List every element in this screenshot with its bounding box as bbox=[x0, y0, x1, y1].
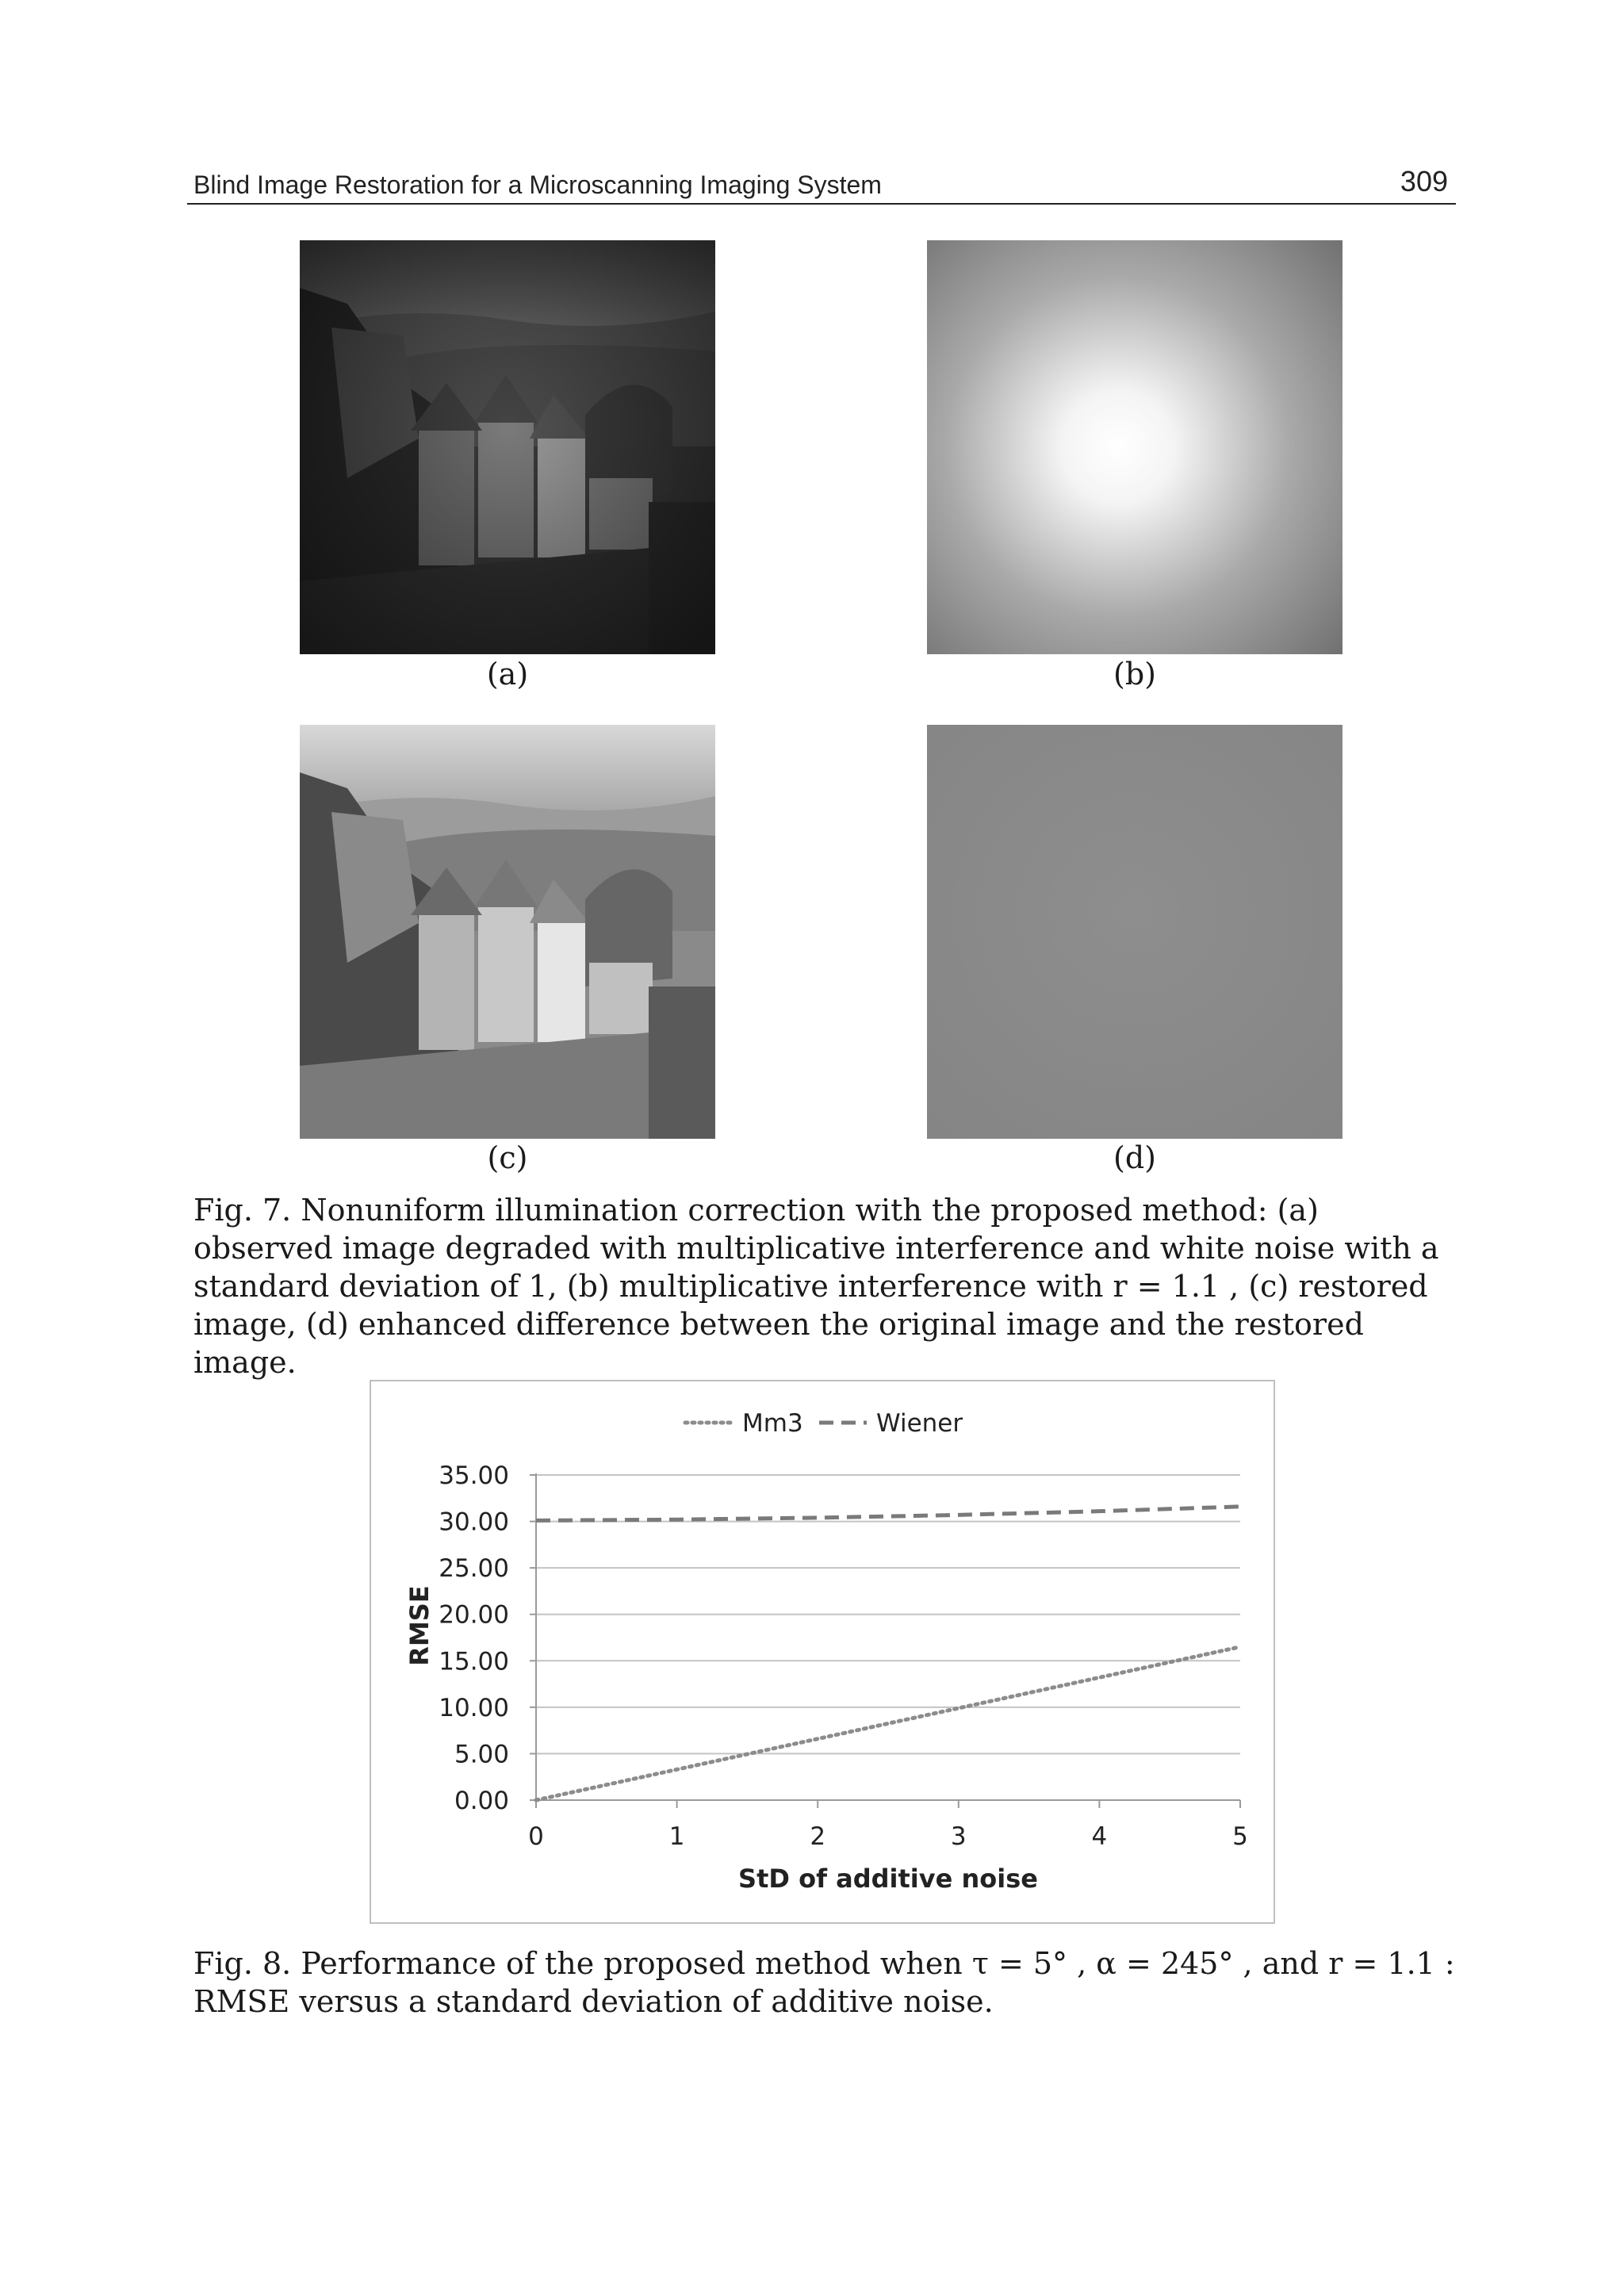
x-tick-label: 0 bbox=[528, 1822, 544, 1851]
running-header bbox=[187, 155, 1456, 205]
panel-label-c: (c) bbox=[487, 1140, 528, 1175]
legend-label-mm3: Mm3 bbox=[742, 1409, 803, 1438]
x-tick-label: 2 bbox=[810, 1822, 826, 1851]
y-tick-label: 5.00 bbox=[454, 1740, 509, 1769]
figure8-chart bbox=[370, 1380, 1275, 1924]
x-tick-label: 5 bbox=[1232, 1822, 1248, 1851]
y-tick-label: 35.00 bbox=[439, 1462, 509, 1490]
page-number: 309 bbox=[1400, 165, 1448, 197]
y-tick-label: 30.00 bbox=[439, 1508, 509, 1537]
x-tick-label: 3 bbox=[950, 1822, 967, 1851]
series-line-wiener bbox=[536, 1507, 1240, 1521]
x-tick-label: 4 bbox=[1091, 1822, 1108, 1851]
y-tick-label: 0.00 bbox=[454, 1787, 509, 1815]
y-tick-label: 20.00 bbox=[439, 1600, 509, 1630]
illumination-field bbox=[927, 240, 1342, 654]
y-tick-label: 10.00 bbox=[439, 1693, 509, 1722]
y-tick-label: 25.00 bbox=[439, 1554, 509, 1584]
panel-label-b: (b) bbox=[1113, 657, 1156, 692]
difference-field bbox=[927, 725, 1342, 1139]
x-axis-label: StD of additive noise bbox=[738, 1864, 1038, 1894]
y-axis-label: RMSE bbox=[404, 1585, 435, 1666]
figure7-panel-b-image bbox=[927, 240, 1342, 654]
panel-label-a: (a) bbox=[486, 657, 529, 692]
running-header-title: Blind Image Restoration for a Microscanning Imaging System bbox=[193, 170, 882, 199]
village-photo-restored bbox=[300, 725, 715, 1139]
figure7-panel-c-image bbox=[300, 725, 715, 1139]
x-tick-label: 1 bbox=[668, 1822, 685, 1851]
figure7-panel-d-image bbox=[927, 725, 1342, 1139]
legend-label-wiener: Wiener bbox=[876, 1409, 963, 1438]
series-line-mm3 bbox=[536, 1647, 1240, 1800]
figure7-caption: Fig. 7. Nonuniform illumination correction with the proposed method: (a) observed image degraded with multiplicative interference and white noise with a standard deviation of 1, (b) multiplicative interference with r = 1.1 , (c) restored image, (d) enhanced difference between the original image and the restored image. bbox=[193, 1193, 1439, 1380]
panel-label-d: (d) bbox=[1113, 1140, 1156, 1175]
y-tick-label: 15.00 bbox=[439, 1647, 509, 1676]
village-photo-dark bbox=[300, 240, 715, 654]
rmse-line-chart bbox=[371, 1381, 1274, 1922]
figure8-caption: Fig. 8. Performance of the proposed method when τ = 5° , α = 245° , and r = 1.1 : RMSE versus a standard deviation of additive noise. bbox=[193, 1946, 1455, 2019]
figure7-panel-a-image bbox=[300, 240, 715, 654]
